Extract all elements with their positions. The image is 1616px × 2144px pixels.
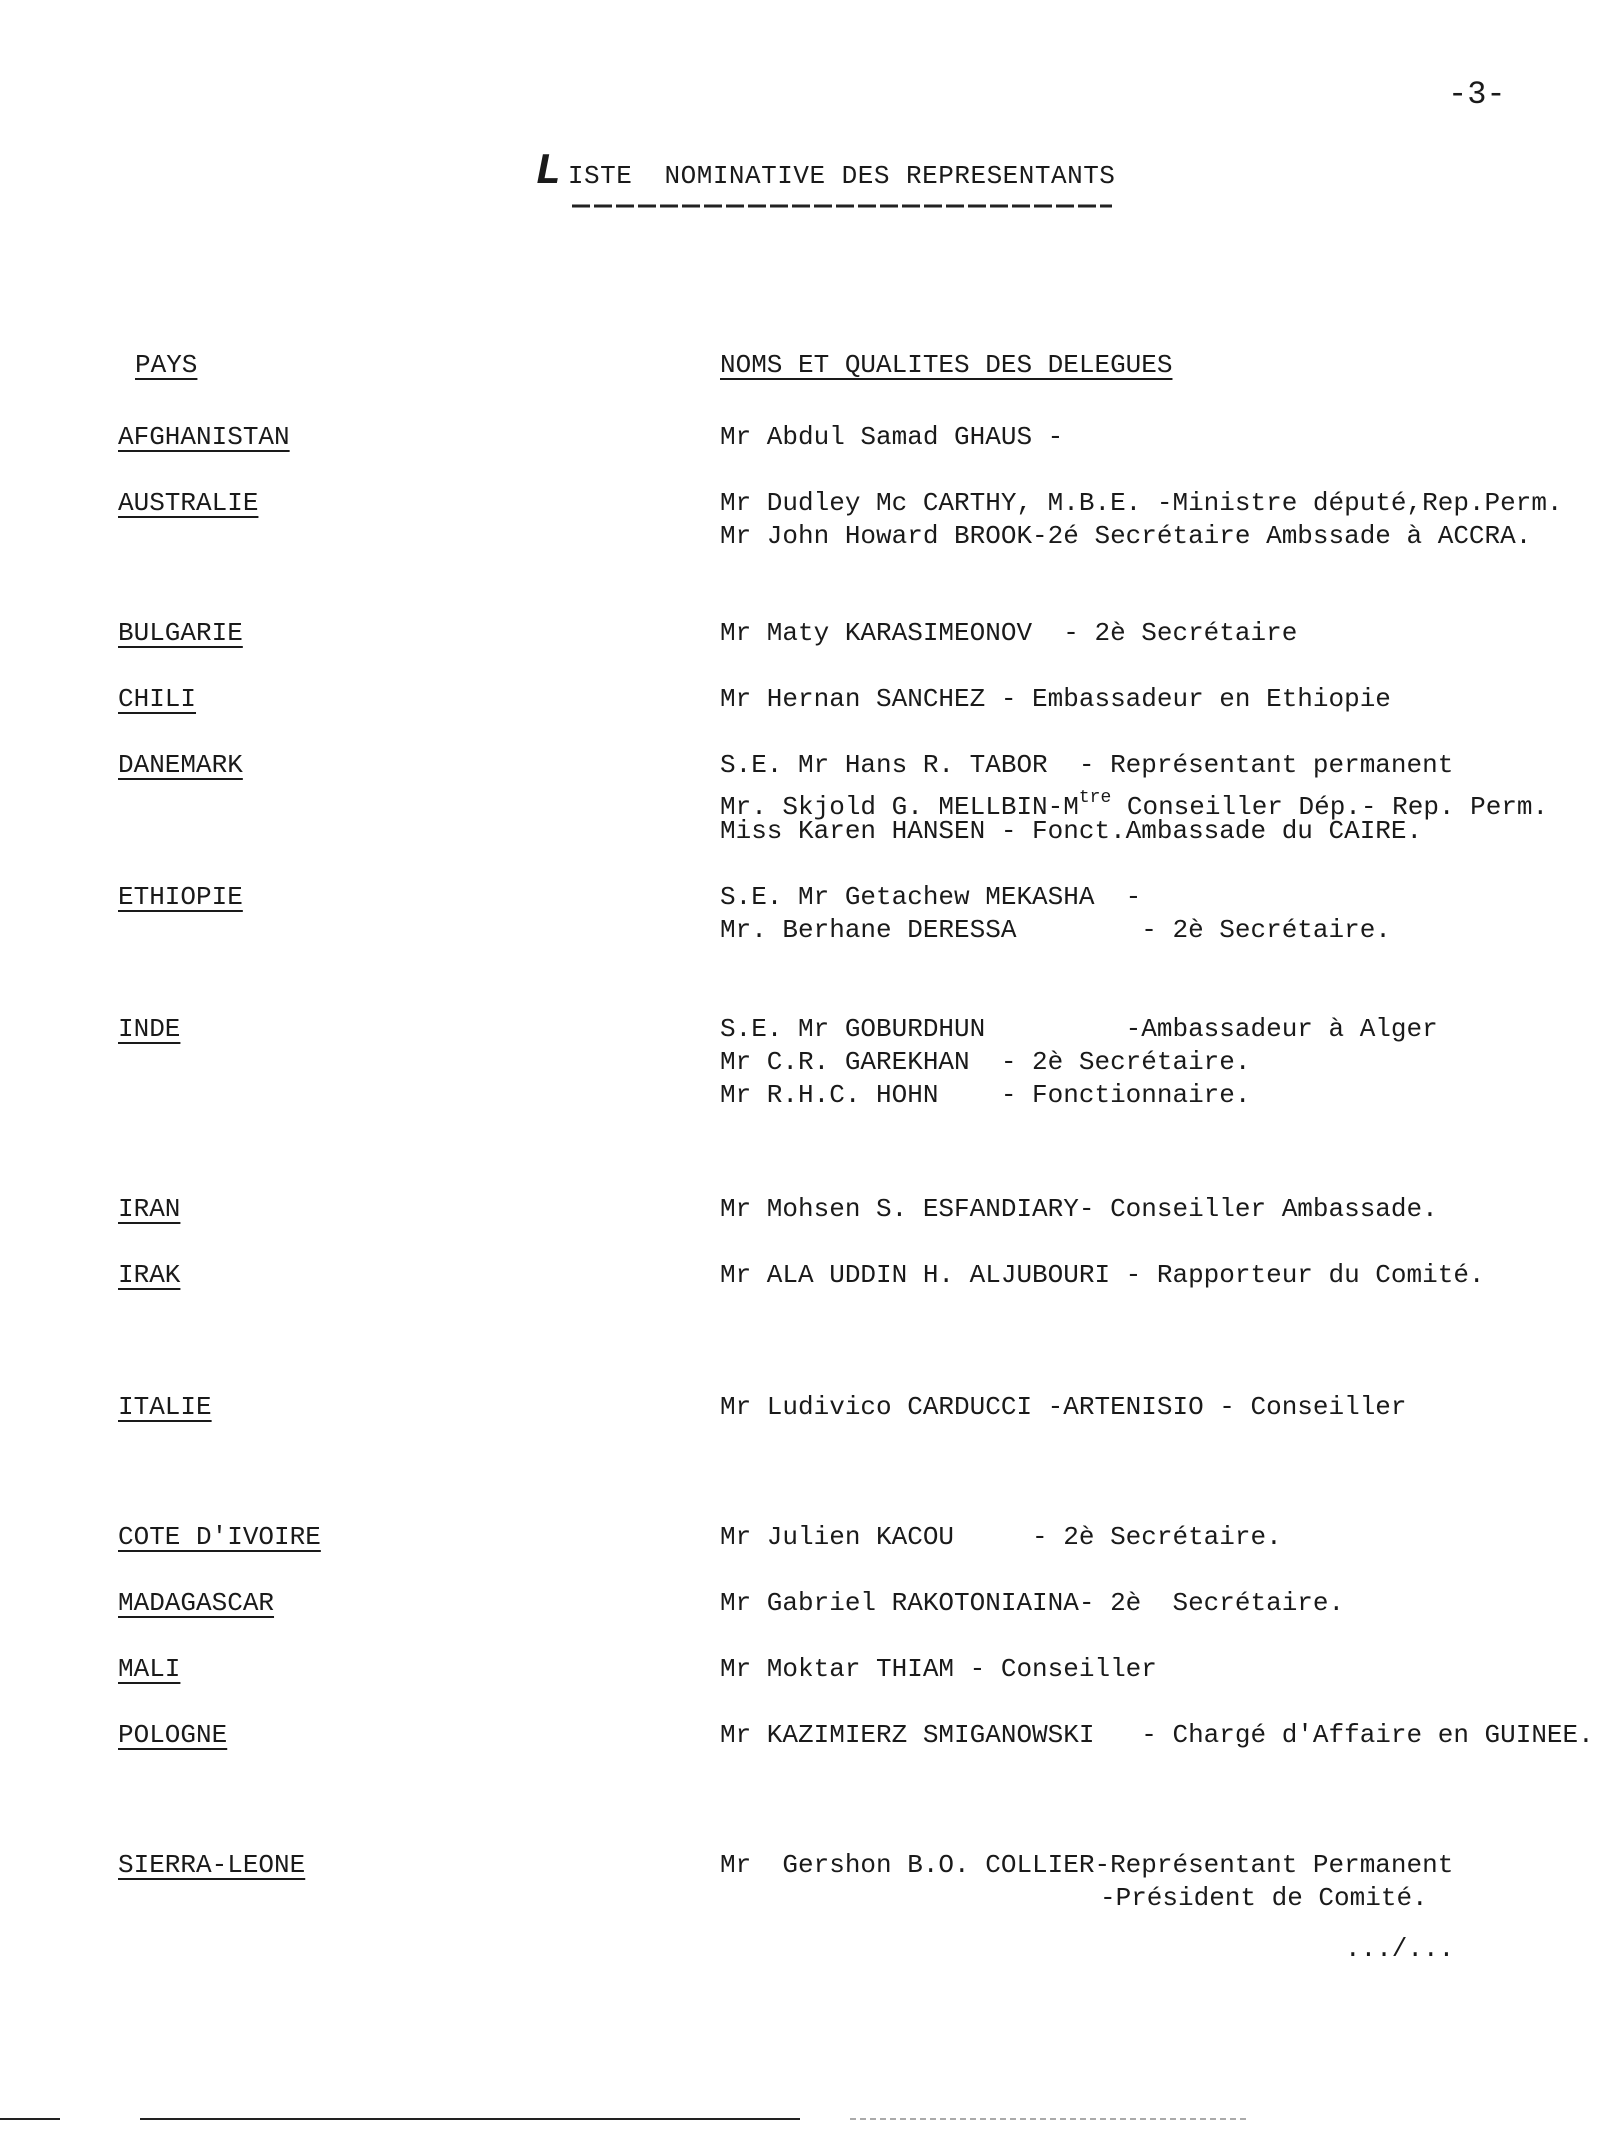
delegate-line: S.E. Mr Getachew MEKASHA - bbox=[720, 882, 1142, 912]
delegate-line: Mr R.H.C. HOHN - Fonctionnaire. bbox=[720, 1080, 1251, 1110]
title-initial: L bbox=[535, 147, 562, 197]
country-afghanistan: AFGHANISTAN bbox=[118, 422, 290, 452]
delegate-line: S.E. Mr GOBURDHUN -Ambassadeur à Alger bbox=[720, 1014, 1438, 1044]
delegate-line: Mr C.R. GAREKHAN - 2è Secrétaire. bbox=[720, 1047, 1251, 1077]
delegate-line: Mr Dudley Mc CARTHY, M.B.E. -Ministre député,Rep.Perm. bbox=[720, 488, 1563, 518]
title-dashed-rule bbox=[572, 203, 1112, 209]
delegate-line: Mr Gabriel RAKOTONIAINA- 2è Secrétaire. bbox=[720, 1588, 1345, 1618]
delegate-line: -Président de Comité. bbox=[1100, 1883, 1428, 1913]
country-iran: IRAN bbox=[118, 1194, 181, 1224]
country-italie: ITALIE bbox=[118, 1392, 212, 1422]
delegate-line: Mr Abdul Samad GHAUS - bbox=[720, 422, 1064, 452]
delegate-line: Mr Moktar THIAM - Conseiller bbox=[720, 1654, 1157, 1684]
delegate-line: Mr. Berhane DERESSA - 2è Secrétaire. bbox=[720, 915, 1391, 945]
country-mali: MALI bbox=[118, 1654, 181, 1684]
country-chili: CHILI bbox=[118, 684, 197, 714]
delegate-line: Miss Karen HANSEN - Fonct.Ambassade du CAIRE. bbox=[720, 816, 1423, 846]
country-pologne: POLOGNE bbox=[118, 1720, 228, 1750]
header-country: PAYS bbox=[135, 350, 198, 380]
delegate-line: Mr Mohsen S. ESFANDIARY- Conseiller Ambassade. bbox=[720, 1194, 1438, 1224]
country-inde: INDE bbox=[118, 1014, 181, 1044]
delegate-line: Mr Maty KARASIMEONOV - 2è Secrétaire bbox=[720, 618, 1298, 648]
country-cote-divoire: COTE D'IVOIRE bbox=[118, 1522, 321, 1552]
bottom-rule bbox=[0, 2116, 1616, 2122]
country-bulgarie: BULGARIE bbox=[118, 618, 243, 648]
page-title bbox=[535, 147, 1116, 197]
delegate-line: Mr Gershon B.O. COLLIER-Représentant Permanent bbox=[720, 1850, 1454, 1880]
country-danemark: DANEMARK bbox=[118, 750, 243, 780]
title-rest: ISTE NOMINATIVE DES REPRESENTANTS bbox=[567, 161, 1116, 191]
delegate-line: Mr. Skjold G. MELLBIN-$M^{tre}$ Conseiller Dép.- Rep. Perm. bbox=[720, 788, 1549, 822]
delegate-line: Mr Ludivico CARDUCCI -ARTENISIO - Conseiller bbox=[720, 1392, 1407, 1422]
country-madagascar: MADAGASCAR bbox=[118, 1588, 275, 1618]
continuation-mark: .../... bbox=[1345, 1934, 1455, 1964]
header-delegates: NOMS ET QUALITES DES DELEGUES bbox=[720, 350, 1173, 380]
country-australie: AUSTRALIE bbox=[118, 488, 259, 518]
delegate-line: Mr John Howard BROOK-2é Secrétaire Ambssade à ACCRA. bbox=[720, 521, 1532, 551]
delegate-line: Mr Hernan SANCHEZ - Embassadeur en Ethiopie bbox=[720, 684, 1391, 714]
delegate-line: Mr ALA UDDIN H. ALJUBOURI - Rapporteur du Comité. bbox=[720, 1260, 1485, 1290]
delegate-line: Mr KAZIMIERZ SMIGANOWSKI - Chargé d'Affaire en GUINEE. bbox=[720, 1720, 1594, 1750]
country-sierra-leone: SIERRA-LEONE bbox=[118, 1850, 306, 1880]
delegate-line: S.E. Mr Hans R. TABOR - Représentant permanent bbox=[720, 750, 1454, 780]
page-number: -3- bbox=[1448, 76, 1506, 113]
delegate-line: Mr Julien KACOU - 2è Secrétaire. bbox=[720, 1522, 1282, 1552]
country-irak: IRAK bbox=[118, 1260, 181, 1290]
country-ethiopie: ETHIOPIE bbox=[118, 882, 243, 912]
